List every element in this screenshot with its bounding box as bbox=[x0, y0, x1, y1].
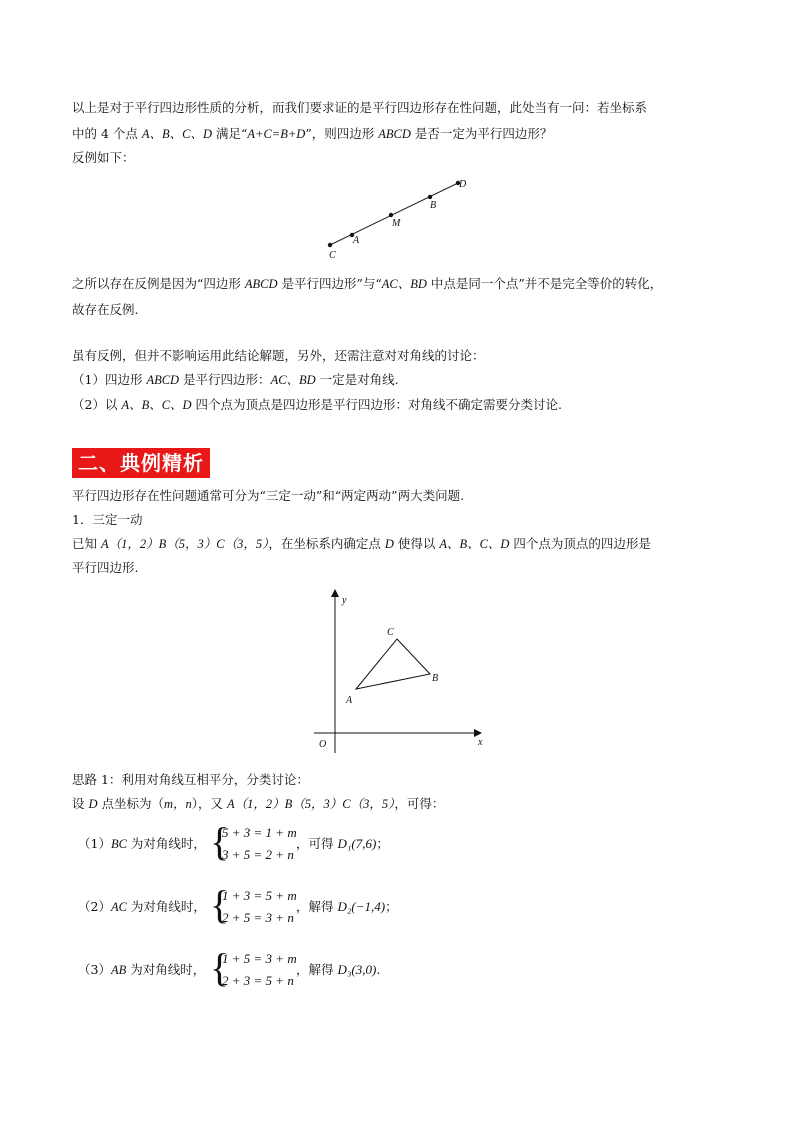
label-d: D bbox=[459, 179, 467, 190]
counterexample-figure bbox=[320, 175, 480, 265]
intro-line-1: 以上是对于平行四边形性质的分析，而我们要求证的是平行四边形存在性问题，此处当有一问：若坐标系 bbox=[72, 100, 648, 115]
x-axis-label: x bbox=[478, 737, 483, 748]
case-1-equations: 5 + 3 = 1 + m 3 + 5 = 2 + n bbox=[222, 825, 297, 862]
label-a2: A bbox=[346, 695, 353, 706]
section-title: 二、典例精析 bbox=[72, 448, 210, 478]
note-item-2: （2）以 A、B、C、D 四个点为顶点是四边形是平行四边形：对角线不确定需要分类讨论. bbox=[72, 397, 563, 412]
point-c bbox=[328, 243, 332, 247]
case-3-label: （3）AB 为对角线时， bbox=[78, 962, 206, 977]
case-1-brace: { bbox=[210, 819, 230, 864]
label-m: M bbox=[392, 218, 401, 229]
point-m bbox=[389, 213, 393, 217]
label-a: A bbox=[353, 235, 360, 246]
solution-setup: 设 D 点坐标为（m，n），又 A（1，2）B（5，3）C（3，5），可得： bbox=[72, 796, 445, 811]
label-c: C bbox=[329, 250, 336, 261]
coordinate-figure bbox=[310, 585, 490, 755]
note-line-1: 虽有反例，但并不影响运用此结论解题，另外，还需注意对对角线的讨论： bbox=[72, 348, 485, 363]
label-b2: B bbox=[432, 673, 439, 684]
question-line-1: 已知 A（1，2）B（5，3）C（3，5），在坐标系内确定点 D 使得以 A、B、C、D 四个点为顶点的四边形是 bbox=[72, 536, 651, 551]
example-intro: 平行四边形存在性问题通常可分为“三定一动”和“两定两动”两大类问题. bbox=[72, 488, 465, 503]
note-item-1: （1）四边形 ABCD 是平行四边形：AC、BD 一定是对角线. bbox=[72, 372, 399, 387]
case-2-label: （2）AC 为对角线时， bbox=[78, 899, 206, 914]
case-2-result: ，解得 D₂(−1,4)； bbox=[296, 899, 398, 914]
case-3-brace: { bbox=[210, 945, 230, 990]
case-2-brace: { bbox=[210, 882, 230, 927]
example-heading: 1．三定一动 bbox=[72, 512, 143, 527]
case-3-equations: 1 + 5 = 3 + m 2 + 3 = 5 + n bbox=[222, 951, 297, 988]
label-c2: C bbox=[387, 627, 394, 638]
label-b: B bbox=[430, 200, 437, 211]
y-axis-label: y bbox=[342, 595, 347, 606]
solution-idea: 思路 1：利用对角线互相平分，分类讨论： bbox=[72, 772, 309, 787]
counterexample-line bbox=[330, 183, 458, 245]
question-line-2: 平行四边形. bbox=[72, 560, 139, 575]
intro-line-3: 反例如下： bbox=[72, 150, 135, 165]
reason-line-2: 故存在反例. bbox=[72, 302, 139, 317]
origin-label: O bbox=[319, 739, 327, 750]
intro-line-2: 中的 4 个点 A、B、C、D 满足“A+C=B+D”，则四边形 ABCD 是否一定为平行四边形？ bbox=[72, 126, 553, 141]
case-2-equations: 1 + 3 = 5 + m 2 + 5 = 3 + n bbox=[222, 888, 297, 925]
case-1-result: ，可得 D₁(7,6)； bbox=[296, 836, 389, 851]
reason-line-1: 之所以存在反例是因为“四边形 ABCD 是平行四边形”与“AC、BD 中点是同一个点”并不是完全等价的转化， bbox=[72, 276, 663, 291]
case-3-result: ，解得 D₃(3,0). bbox=[296, 962, 381, 977]
point-b bbox=[428, 195, 432, 199]
triangle-abc bbox=[356, 639, 430, 689]
case-1-label: （1）BC 为对角线时， bbox=[78, 836, 206, 851]
